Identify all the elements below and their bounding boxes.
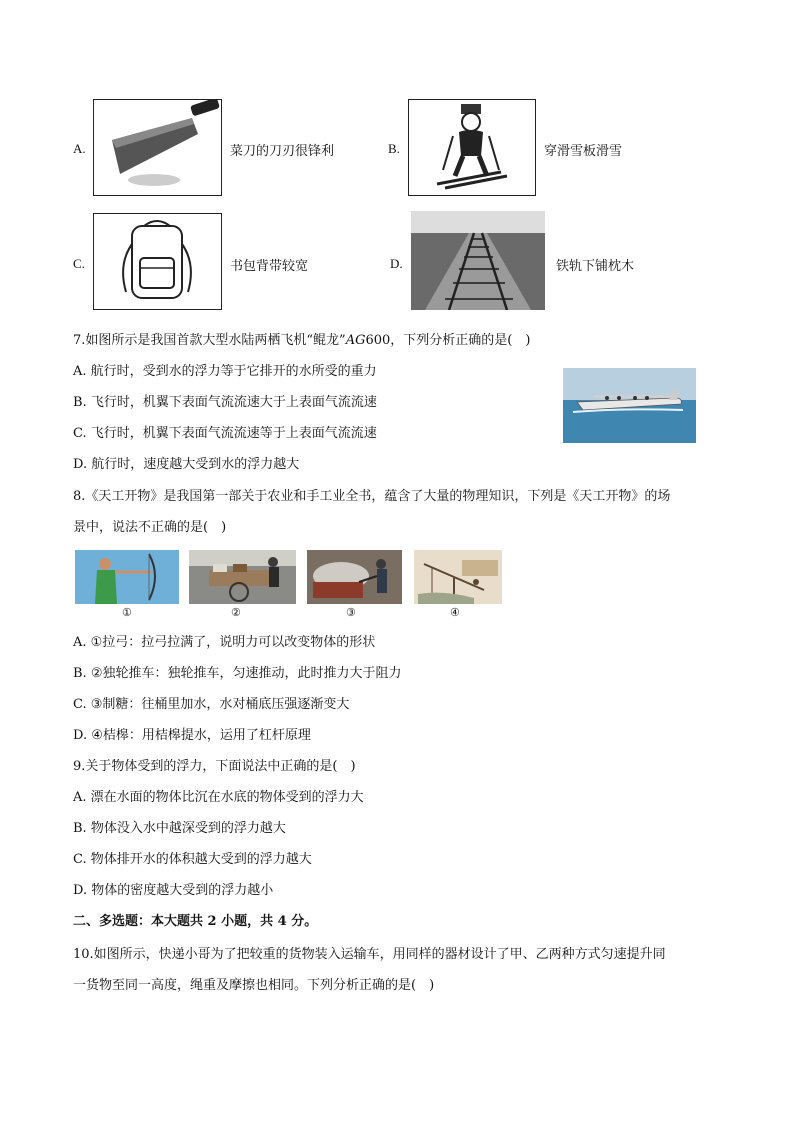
section-heading: 二、多选题：本大题共 2 小题，共 4 分。: [73, 914, 318, 929]
option-a: A. 航行时，受到水的浮力等于它排开的水所受的重力: [73, 364, 377, 379]
image-label-1: ①: [122, 606, 132, 619]
option-letter: A.: [73, 141, 86, 156]
question-stem: 9.关于物体受到的浮力，下面说法中正确的是( ): [73, 759, 356, 774]
option-c: C. ③制糖：往桶里加水，水对桶底压强逐渐变大: [73, 697, 350, 712]
seaplane-photo: [563, 368, 696, 443]
question-stem: 7.如图所示是我国首款大型水陆两栖飞机“鲲龙”𝐴𝐺600，下列分析正确的是( ): [73, 333, 531, 348]
image-label-2: ②: [231, 606, 241, 619]
option-letter: D.: [390, 256, 403, 271]
option-b: B. 飞行时，机翼下表面气流流速大于上表面气流流速: [73, 395, 377, 410]
option-caption: 菜刀的刀刃很锋利: [230, 144, 335, 159]
option-d: D. ④桔槔：用桔槔提水，运用了杠杆原理: [73, 728, 311, 743]
image-label-4: ④: [450, 606, 460, 619]
option-a: A. 漂在水面的物体比沉在水底的物体受到的浮力大: [73, 790, 364, 805]
option-caption: 书包背带较宽: [230, 259, 309, 274]
wheelbarrow-photo: [189, 550, 296, 604]
option-letter: C.: [73, 256, 85, 271]
option-c: C. 物体排开水的体积越大受到的浮力越大: [73, 852, 312, 867]
cleaver-icon: [93, 99, 222, 196]
option-d: D. 物体的密度越大受到的浮力越小: [73, 883, 274, 898]
railway-icon: [411, 211, 545, 310]
question-stem-line-1: 8.《天工开物》是我国第一部关于农业和手工业全书，蕴含了大量的物理知识，下列是《天工开物》的场: [73, 489, 671, 504]
option-b: B. 物体没入水中越深受到的浮力越大: [73, 821, 286, 836]
question-stem-line-1: 10.如图所示，快递小哥为了把较重的货物装入运输车，用同样的器材设计了甲、乙两种方式匀速提升同: [73, 947, 666, 962]
option-caption: 穿滑雪板滑雪: [544, 144, 623, 159]
option-letter: B.: [388, 141, 400, 156]
question-stem-line-2: 景中，说法不正确的是( ): [73, 520, 227, 535]
shadoof-photo: [414, 550, 502, 604]
backpack-icon: [93, 213, 222, 310]
skier-icon: [408, 99, 536, 196]
option-a: A. ①拉弓：拉弓拉满了，说明力可以改变物体的形状: [73, 635, 376, 650]
option-caption: 铁轨下铺枕木: [556, 259, 635, 274]
option-d: D. 航行时，速度越大受到水的浮力越大: [73, 457, 300, 472]
question-stem-line-2: 一货物至同一高度，绳重及摩擦也相同。下列分析正确的是( ): [73, 978, 435, 993]
sugar-making-photo: [307, 550, 402, 604]
archery-photo: [75, 550, 179, 604]
option-b: B. ②独轮推车：独轮推车，匀速推动，此时推力大于阻力: [73, 666, 402, 681]
option-c: C. 飞行时，机翼下表面气流流速等于上表面气流流速: [73, 426, 377, 441]
image-label-3: ③: [346, 606, 356, 619]
